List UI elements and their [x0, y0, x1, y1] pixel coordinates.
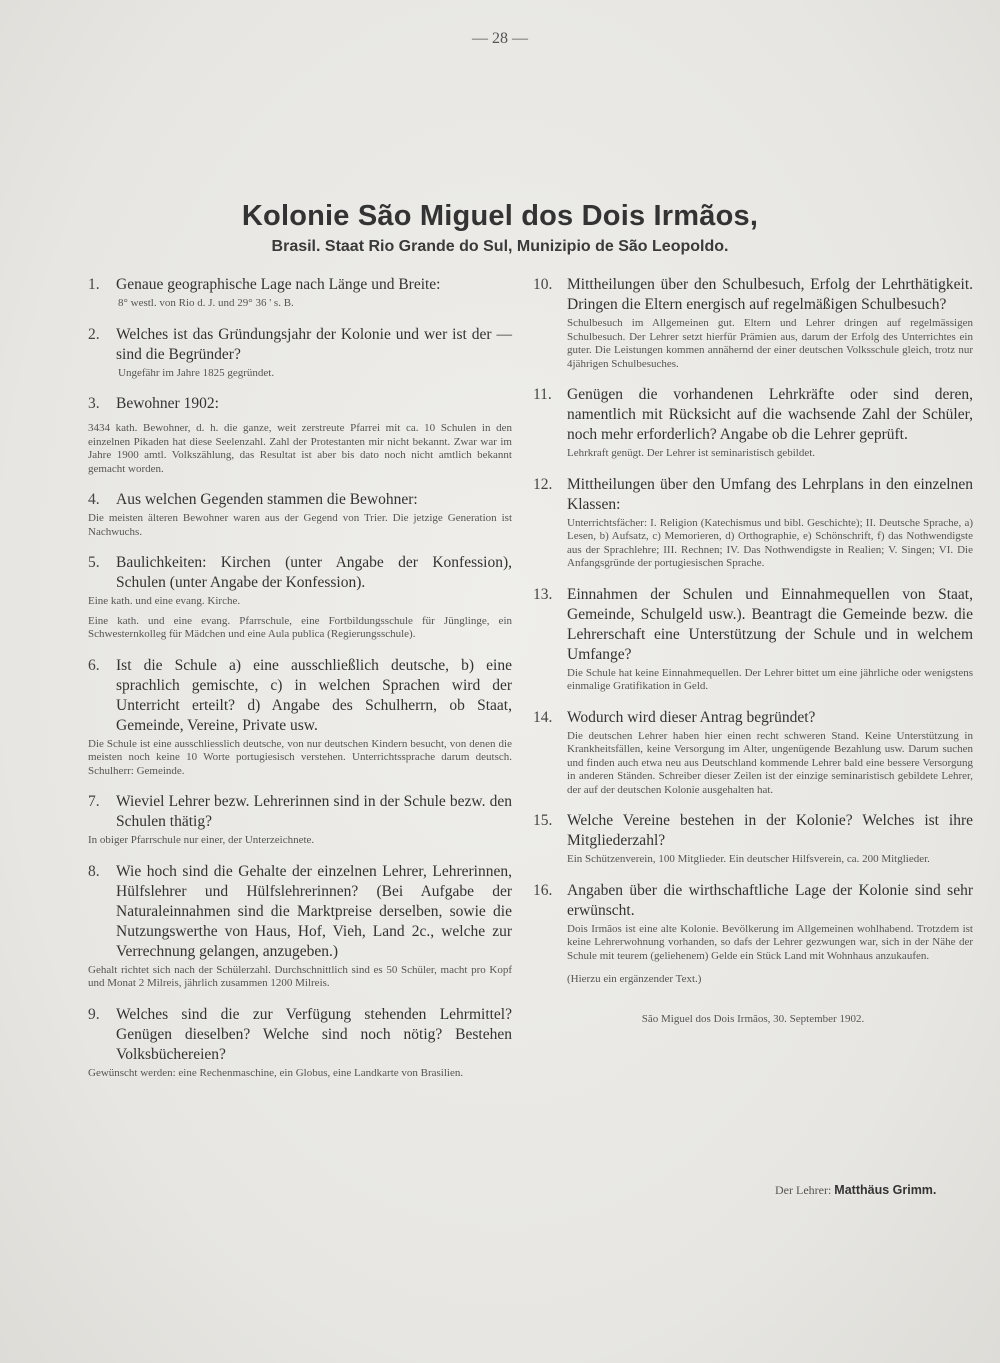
question-text: Genügen die vorhandenen Lehrkräfte oder sind deren, namentlich mit Rücksicht auf die wachsende Zahl der Schüler, noch mehr erforderlich? Angabe ob die Lehrer geprüft. — [567, 386, 973, 443]
page-subtitle: Brasil. Staat Rio Grande do Sul, Munizipio de São Leopoldo. — [271, 238, 729, 255]
question-number: 6. — [88, 656, 100, 674]
question-item — [533, 475, 973, 571]
question-item — [88, 394, 512, 476]
question-text: Mittheilungen über den Schulbesuch, Erfolg der Lehrthätigkeit. Dringen die Eltern energisch auf regelmäßigen Schulbesuch? — [567, 276, 973, 313]
question-number: 8. — [88, 862, 100, 880]
answer-text: Lehrkraft genügt. Der Lehrer ist seminaristisch gebildet. — [567, 447, 816, 459]
answer-text: Dois Irmãos ist eine alte Kolonie. Bevölkerung im Allgemeinen wohlhabend. Trotzdem ist keine Lehrerwohnung vorhanden, so dafs der Lehrer gezwungen war, sich in der Nähe der Schule mit teurem (geliehenem) Gelde ein Stück Land mit Wohnhaus anzukaufen. (Hierzu ein ergänzender Text.) — [567, 922, 973, 985]
answer-text: Die deutschen Lehrer haben hier einen recht schweren Stand. Keine Unterstützung in Krankheitsfällen, keine Versorgung im Alter, ungenügende Bezahlung usw. Darum suchen und finden auch etwa neu aus Deutschland kommende Lehrer bald eine bessere Versorgung in anderen Ständen. Schreiber dieser Zeilen ist der einzige seminaristisch gebildete Lehrer, der auf der deutschen Kolonie ausgehalten hat. — [567, 729, 973, 796]
page-number: — 28 — — [472, 30, 528, 47]
answer-text: 3434 kath. Bewohner, d. h. die ganze, weit zerstreute Pfarrei mit ca. 10 Schulen in den einzelnen Pikaden hat diese Seelenzahl. Zahl der Protestanten mir nicht bekannt. Zwar war im Jahre 1900 amtl. Volkszählung, das Resultat ist aber bis dato noch nicht amtlich bekannt gemacht worden. — [88, 422, 512, 475]
question-number: 15. — [533, 812, 553, 829]
question-text: Mittheilungen über den Umfang des Lehrplans in den einzelnen Klassen: — [567, 475, 973, 513]
question-item — [88, 792, 512, 848]
answer-text: Ein Schützenverein, 100 Mitglieder. Ein deutscher Hilfsverein, ca. 200 Mitglieder. — [567, 853, 930, 865]
question-text: Wie hoch sind die Gehalte der einzelnen Lehrer, Lehrerinnen, Hülfslehrer und Hülfslehrerinnen? (Bei Aufgabe der Naturaleinnahmen sind die Marktpreise derselben, sowie die Nutzungswerthe von Haus, Hof, Vieh, Land 2c., welche zur Verrechnung gelangen, anzugeben.) — [116, 862, 512, 960]
page-title: Kolonie São Miguel dos Dois Irmãos, — [241, 200, 759, 232]
question-text: Welches ist das Gründungsjahr der Kolonie und wer ist der — sind die Begründer? — [116, 325, 512, 363]
question-number: 3. — [88, 395, 100, 412]
question-text: Welche Vereine bestehen in der Kolonie? Welches ist ihre Mitgliederzahl? — [567, 812, 973, 849]
question-item — [533, 385, 973, 461]
question-number: 10. — [533, 276, 553, 293]
question-item — [88, 1005, 512, 1081]
signature — [775, 1183, 936, 1198]
question-text: Genaue geographische Lage nach Länge und Breite: — [116, 276, 441, 293]
answer-text: Die Schule hat keine Einnahmequellen. Der Lehrer bittet um eine jährliche oder wenigstens einmalige Gratifikation in Geld. — [567, 666, 973, 692]
question-item — [533, 811, 973, 867]
question-item — [88, 862, 512, 991]
answer-text: Schulbesuch im Allgemeinen gut. Eltern und Lehrer dringen auf regelmässigen Schulbesuch. Der Lehrer setzt hierfür Prämien aus, darum der Erfolg des Unterrichtes ein guter. Die Leistungen kommen annähernd der einer deutschen Volksschule gleich, trotz nur 4jährigen Schulbesuches. — [567, 317, 973, 370]
question-text: Bewohner 1902: — [116, 395, 219, 412]
question-number: 16. — [533, 881, 553, 899]
question-number: 7. — [88, 793, 100, 810]
question-item — [88, 656, 512, 779]
question-item — [88, 490, 512, 539]
question-item — [533, 585, 973, 694]
answer-text: Die Schule ist eine ausschliesslich deutsche, von nur deutschen Kindern besucht, von denen die meisten noch keine 10 Worte portugiesisch verstehen. Unterrichtssprache darum deutsch. Schulherr: Gemeinde. — [88, 737, 512, 777]
answer-text: Die meisten älteren Bewohner waren aus der Gegend von Trier. Die jetzige Generation ist Nachwuchs. — [88, 512, 512, 538]
right-column — [533, 275, 973, 1026]
question-number: 12. — [533, 475, 553, 493]
question-number: 1. — [88, 276, 100, 293]
question-item — [88, 553, 512, 642]
question-number: 11. — [533, 386, 552, 403]
question-text: Baulichkeiten: Kirchen (unter Angabe der Konfession), Schulen (unter Angabe der Konfession). — [116, 554, 512, 591]
question-text: Welches sind die zur Verfügung stehenden Lehrmittel? Genügen dieselben? Welche sind noch nötig? Bestehen Volksbüchereien? — [116, 1005, 512, 1063]
question-number: 14. — [533, 708, 553, 726]
answer-text: Ungefähr im Jahre 1825 gegründet. — [118, 366, 275, 379]
question-item — [533, 708, 973, 798]
answer-text: In obiger Pfarrschule nur einer, der Unterzeichnete. — [88, 834, 315, 846]
question-item — [88, 325, 512, 381]
answer-text: Eine kath. und eine evang. Kirche. Eine kath. und eine evang. Pfarrschule, eine Fortbildungsschule für Jünglinge, ein Schwesternkolleg für Mädchen und eine Aula publica (Regierungsschule). — [88, 595, 512, 640]
signature-name: Matthäus Grimm. — [834, 1183, 937, 1197]
answer-text: 8° westl. von Rio d. J. und 29° 36 ' s. B. — [118, 297, 294, 309]
answer-text: Unterrichtsfächer: I. Religion (Katechismus und bibl. Geschichte); II. Deutsche Sprache, a) Lesen, b) Aufsatz, c) Memorieren, d) Orthographie, e) Schönschrift, f) das Nothwendigste aus der Sprachlehre; III. Rechnen; IV. Das Nothwendigste in Realien; V. Singen; VI. Die Anfangsgründe der portugiesischen Sprache. — [567, 516, 973, 569]
question-text: Wieviel Lehrer bezw. Lehrerinnen sind in der Schule bezw. den Schulen thätig? — [116, 793, 512, 830]
answer-text: Gehalt richtet sich nach der Schülerzahl. Durchschnittlich sind es 50 Schüler, macht pro Kopf und Monat 2 Milreis, jährlich zusammen 1200 Milreis. — [88, 963, 512, 989]
question-number: 9. — [88, 1005, 100, 1023]
question-item — [533, 881, 973, 987]
answer-text: Gewünscht werden: eine Rechenmaschine, ein Globus, eine Landkarte von Brasilien. — [88, 1066, 464, 1079]
question-number: 13. — [533, 585, 553, 603]
question-text: Aus welchen Gegenden stammen die Bewohner: — [116, 491, 418, 508]
question-text: Wodurch wird dieser Antrag begründet? — [567, 708, 816, 726]
signature-label: Der Lehrer: — [775, 1183, 832, 1197]
question-text: Angaben über die wirthschaftliche Lage der Kolonie sind sehr erwünscht. — [567, 881, 973, 919]
question-item — [88, 275, 512, 311]
question-number: 4. — [88, 491, 100, 508]
question-text: Ist die Schule a) eine ausschließlich deutsche, b) eine sprachlich gemischte, c) in welchen Sprachen wird der Unterricht erteilt? d) Angabe des Schulherrn, ob Staat, Gemeinde, Vereine, Private usw. — [116, 656, 512, 734]
date-line: São Miguel dos Dois Irmãos, 30. September 1902. — [641, 1012, 865, 1025]
question-number: 2. — [88, 325, 100, 343]
question-text: Einnahmen der Schulen und Einnahmequellen von Staat, Gemeinde, Schulgeld usw.). Beantragt die Gemeinde bezw. die Lehrerschaft eine Unterstützung der Schule und in welchem Umfange? — [567, 585, 973, 663]
left-column — [88, 275, 512, 1094]
question-item — [533, 275, 973, 371]
question-number: 5. — [88, 554, 100, 571]
